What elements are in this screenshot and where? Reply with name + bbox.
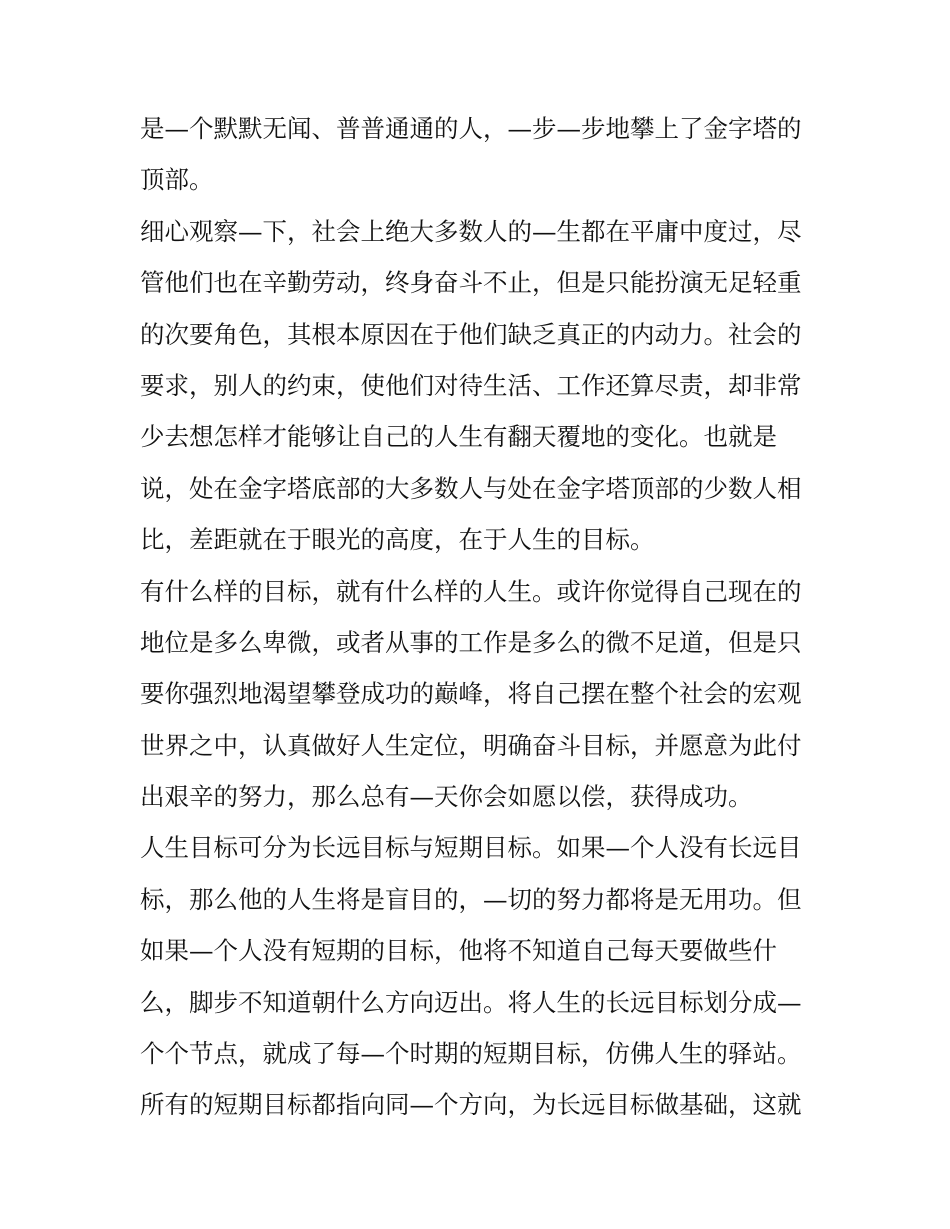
text-line: 个个节点，就成了每—个时期的短期目标，仿佛人生的驿站。 — [140, 1039, 802, 1069]
body-text — [140, 103, 820, 1131]
text-line: 出艰辛的努力，那么总有—天你会如愿以偿，获得成功。 — [140, 782, 753, 812]
text-line: 世界之中，认真做好人生定位，明确奋斗目标，并愿意为此付 — [140, 730, 802, 760]
text-line: 要你强烈地渴望攀登成功的巅峰，将自己摆在整个社会的宏观 — [140, 679, 802, 709]
text-line: 标，那么他的人生将是盲目的，—切的努力都将是无用功。但 — [140, 884, 802, 914]
text-line: 是—个默默无闻、普普通通的人，—步—步地攀上了金字塔的 — [140, 114, 802, 143]
text-line: 的次要角色，其根本原因在于他们缺乏真正的内动力。社会的 — [140, 319, 802, 349]
text-line: 地位是多么卑微，或者从事的工作是多么的微不足道，但是只 — [140, 627, 802, 657]
text-line: 细心观察—下，社会上绝大多数人的—生都在平庸中度过，尽 — [140, 216, 802, 246]
text-line: 顶部。 — [140, 165, 214, 195]
text-line: 么，脚步不知道朝什么方向迈出。将人生的长远目标划分成— — [140, 987, 802, 1017]
text-line: 少去想怎样才能够让自己的人生有翻天覆地的变化。也就是 — [140, 422, 777, 452]
text-line: 所有的短期目标都指向同—个方向，为长远目标做基础，这就 — [140, 1090, 802, 1120]
text-line: 管他们也在辛勤劳动，终身奋斗不止，但是只能扮演无足轻重 — [140, 268, 802, 298]
text-line: 如果—个人没有短期的目标，他将不知道自己每天要做些什 — [140, 936, 777, 966]
text-line: 说，处在金字塔底部的大多数人与处在金字塔顶部的少数人相 — [140, 473, 802, 503]
text-line: 比，差距就在于眼光的高度，在于人生的目标。 — [140, 525, 655, 555]
text-line: 要求，别人的约束，使他们对待生活、工作还算尽责，却非常 — [140, 370, 802, 400]
text-line: 人生目标可分为长远目标与短期目标。如果—个人没有长远目 — [140, 833, 802, 863]
text-line: 有什么样的目标，就有什么样的人生。或许你觉得自己现在的 — [140, 576, 802, 606]
